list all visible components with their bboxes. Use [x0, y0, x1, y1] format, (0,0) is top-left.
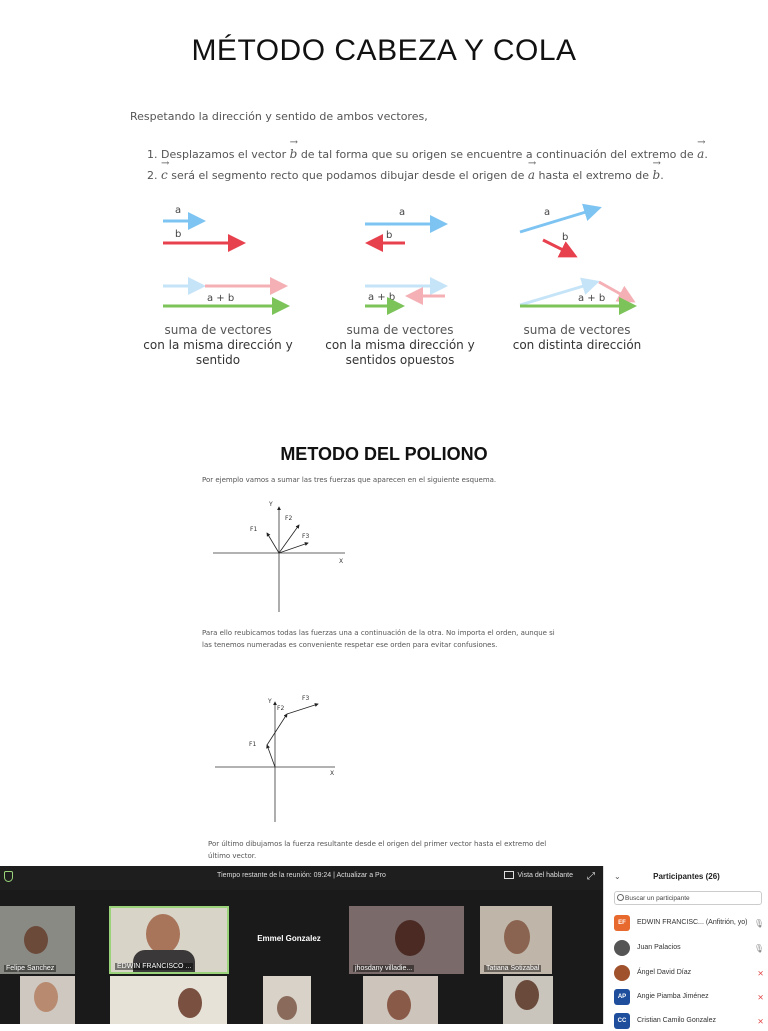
intro-text: Respetando la dirección y sentido de ambos vectores, [130, 110, 428, 123]
label-a-3: a [544, 207, 551, 218]
label-sum-2: a + b [368, 292, 396, 303]
arrow-a-3 [520, 208, 599, 232]
svg-text:Y: Y [268, 698, 272, 705]
participant-row[interactable]: EF EDWIN FRANCISC... (Anfitrión, yo) 🎙 [614, 913, 764, 933]
caption-3: suma de vectores con distinta dirección [512, 323, 642, 352]
grid-icon [504, 871, 514, 879]
video-tile-7[interactable] [110, 976, 227, 1024]
svg-text:F2: F2 [277, 705, 285, 712]
meeting-timer[interactable]: Tiempo restante de la reunión: 09:24 | Actualizar a Pro [217, 872, 386, 879]
step-1: 1. Desplazamos el vector → b de tal forma que su origen se encuentre a continuación del extremo de → a. [147, 143, 708, 161]
vector-a-symbol-2: → a [528, 164, 535, 180]
tile-name: jhosdany villadie... [355, 965, 413, 972]
video-tile-5[interactable] [480, 906, 552, 974]
label-sum-3: a + b [578, 293, 606, 304]
svg-text:F3: F3 [302, 695, 310, 702]
avatar: AP [614, 989, 630, 1005]
svg-text:X: X [339, 558, 344, 565]
polygon-diagram [210, 690, 350, 825]
title-metodo-poligono: METODO DEL POLIONO [280, 444, 488, 464]
step-2: 2. → c será el segmento recto que podamos dibujar desde el origen de → a hasta el extremo de → b. [147, 164, 664, 182]
speaker-view-button[interactable]: Vista del hablante [504, 871, 573, 879]
label-b-2: b [386, 230, 393, 241]
svg-text:F2: F2 [285, 515, 293, 522]
vector-c-symbol: → c [161, 164, 168, 180]
avatar [614, 965, 630, 981]
paragraph-1: Por ejemplo vamos a sumar las tres fuerzas que aparecen en el siguiente esquema. [202, 476, 497, 484]
force-f2 [279, 525, 299, 553]
meeting-window [0, 866, 603, 1024]
force-f1 [267, 533, 279, 553]
forces-diagram [205, 495, 365, 615]
video-tile-9[interactable] [363, 976, 438, 1024]
svg-text:X: X [330, 770, 335, 777]
video-tile-6[interactable] [20, 976, 75, 1024]
video-tile-10[interactable] [503, 976, 553, 1024]
participants-header: Participantes (26) [653, 872, 720, 881]
arrow-b-3 [543, 240, 575, 256]
microphone-muted-icon[interactable]: ⨯ [757, 969, 764, 978]
avatar: CC [614, 1013, 630, 1029]
label-sum-1: a + b [207, 293, 235, 304]
figure-different-direction [520, 207, 634, 306]
paragraph-3: Por último dibujamos la fuerza resultante desde el origen del primer vector hasta el extremo del último vector. [208, 840, 547, 860]
participant-row[interactable]: CC Cristian Camilo Gonzalez ⨯ [614, 1011, 764, 1031]
svg-text:F1: F1 [249, 741, 257, 748]
label-b-1: b [175, 229, 182, 240]
microphone-muted-icon[interactable]: ⨯ [757, 993, 764, 1002]
head-tail-figures [0, 195, 768, 320]
video-tile-2-active[interactable] [109, 906, 229, 974]
svg-text:Y: Y [269, 501, 273, 508]
participant-row[interactable]: AP Angie Piamba Jiménez ⨯ [614, 987, 764, 1007]
figure-same-direction [163, 205, 287, 306]
tile-name: Tatiana Sotizabal [486, 965, 540, 972]
chevron-down-icon[interactable]: ⌄ [614, 872, 621, 881]
microphone-icon[interactable]: 🎙 [753, 919, 764, 928]
avatar: EF [614, 915, 630, 931]
meeting-top-bar [0, 866, 603, 890]
search-icon [617, 894, 624, 901]
fullscreen-icon[interactable]: ⤢ [587, 871, 595, 882]
figure-opposite-sense [365, 207, 445, 306]
svg-text:F1: F1 [250, 526, 258, 533]
video-tile-8[interactable] [263, 976, 311, 1024]
paragraph-2: Para ello reubicamos todas las fuerzas una a continuación de la otra. No importa el orden, aunque si las tenemos numeradas es conveniente respetar ese orden para evitar confusiones. [202, 629, 555, 649]
video-tile-1[interactable] [0, 906, 75, 974]
poly-f1 [267, 745, 275, 767]
tile-name-center: Emmel Gonzalez [257, 934, 321, 943]
poly-f2 [267, 714, 287, 745]
label-b-3: b [562, 232, 569, 243]
participant-row[interactable]: Ángel David Díaz ⨯ [614, 963, 764, 983]
vector-a-symbol: → a [697, 143, 704, 159]
tile-name: EDWIN FRANCISCO ... [117, 963, 192, 970]
avatar [614, 940, 630, 956]
tile-name: Felipe Sanchez [6, 965, 55, 972]
microphone-muted-icon[interactable]: ⨯ [757, 1017, 764, 1026]
video-tile-3[interactable] [236, 906, 342, 974]
participant-search-input[interactable]: Buscar un participante [614, 891, 762, 905]
label-a-2: a [399, 207, 406, 218]
label-a-1: a [175, 205, 182, 216]
vector-b-symbol: → b [290, 143, 298, 159]
poly-f3 [287, 704, 318, 714]
title-cabeza-y-cola: MÉTODO CABEZA Y COLA [191, 34, 577, 67]
svg-text:F3: F3 [302, 533, 310, 540]
caption-2: suma de vectores con la misma dirección y sentidos opuestos [325, 323, 475, 367]
microphone-icon[interactable]: 🎙 [753, 944, 764, 953]
participant-row[interactable]: Juan Palacios 🎙 [614, 938, 764, 958]
force-f3 [279, 543, 308, 553]
caption-1: suma de vectores con la misma dirección y sentido [143, 323, 293, 367]
video-tile-4[interactable] [349, 906, 464, 974]
vector-b-symbol-2: → b [653, 164, 661, 180]
participants-panel [603, 866, 768, 1024]
